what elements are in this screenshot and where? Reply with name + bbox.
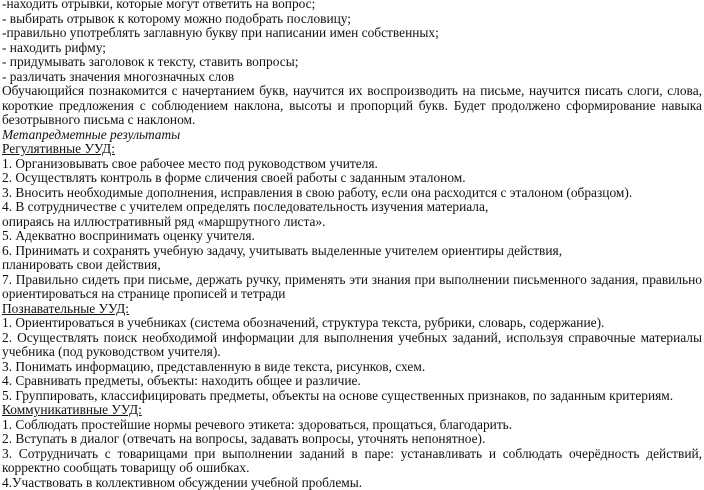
cognitive-item: 3. Понимать информацию, представленную в виде текста, рисунков, схем. xyxy=(2,360,702,375)
regulatory-item: 6. Принимать и сохранять учебную задачу, учитывать выделенные учителем ориентиры действия, xyxy=(2,244,702,259)
regulatory-item: 7. Правильно сидеть при письме, держать ручку, применять эти знания при выполнении письменного задания, правильно ориентироваться на странице прописей и тетради xyxy=(2,273,702,302)
cognitive-item: 5. Группировать, классифицировать предметы, объекты на основе существенных признаков, по заданным критериям. xyxy=(2,389,702,404)
intro-list-item: - придумывать заголовок к тексту, ставить вопросы; xyxy=(2,55,702,70)
communicative-item: 1. Соблюдать простейшие нормы речевого этикета: здороваться, прощаться, благодарить. xyxy=(2,418,702,433)
communicative-item: 3. Сотрудничать с товарищами при выполнении заданий в паре: устанавливать и соблюдать очерёдность действий, корректно сообщать товарищу об ошибках. xyxy=(2,447,702,476)
communicative-item: 4.Участвовать в коллективном обсуждении учебной проблемы. xyxy=(2,476,702,490)
regulatory-heading: Регулятивные УУД: xyxy=(2,142,115,156)
cognitive-item: 2. Осуществлять поиск необходимой информации для выполнения учебных заданий, используя справочные материалы учебника (под руководством учителя). xyxy=(2,331,702,360)
cognitive-heading: Познавательные УУД: xyxy=(2,302,129,316)
communicative-item: 2. Вступать в диалог (отвечать на вопросы, задавать вопросы, уточнять непонятное). xyxy=(2,432,702,447)
intro-list-item: - выбирать отрывок к которому можно подобрать пословицу; xyxy=(2,12,702,27)
cognitive-item: 1. Ориентироваться в учебниках (система обозначений, структура текста, рубрики, словарь, содержание). xyxy=(2,316,702,331)
regulatory-item: 1. Организовывать свое рабочее место под руководством учителя. xyxy=(2,157,702,172)
regulatory-item: 4. В сотрудничестве с учителем определять последовательность изучения материала, xyxy=(2,200,702,215)
regulatory-item: 2. Осуществлять контроль в форме сличения своей работы с заданным эталоном. xyxy=(2,171,702,186)
regulatory-item: 3. Вносить необходимые дополнения, исправления в свою работу, если она расходится с эталоном (образцом). xyxy=(2,186,702,201)
intro-list-item: - находить рифму; xyxy=(2,41,702,56)
intro-list-item: -находить отрывки, которые могут ответить на вопрос; xyxy=(2,0,702,12)
regulatory-item: опираясь на иллюстративный ряд «маршрутного листа». xyxy=(2,215,702,230)
regulatory-item: 5. Адекватно воспринимать оценку учителя. xyxy=(2,229,702,244)
cognitive-item: 4. Сравнивать предметы, объекты: находить общее и различие. xyxy=(2,374,702,389)
intro-list-item: - различать значения многозначных слов xyxy=(2,70,702,85)
communicative-heading: Коммуникативные УУД: xyxy=(2,403,142,417)
intro-list-item: -правильно употреблять заглавную букву при написании имен собственных; xyxy=(2,26,702,41)
meta-results-heading: Метапредметные результаты xyxy=(2,128,702,143)
learning-outcome-paragraph: Обучающийся познакомится с начертанием букв, научится их воспроизводить на письме, научится писать слоги, слова, короткие предложения с соблюдением наклона, высоты и пропорций букв. Будет продолжено сформирование навыка безотрывного письма с наклоном. xyxy=(2,84,702,128)
document-page xyxy=(2,0,702,490)
regulatory-item: планировать свои действия, xyxy=(2,258,702,273)
